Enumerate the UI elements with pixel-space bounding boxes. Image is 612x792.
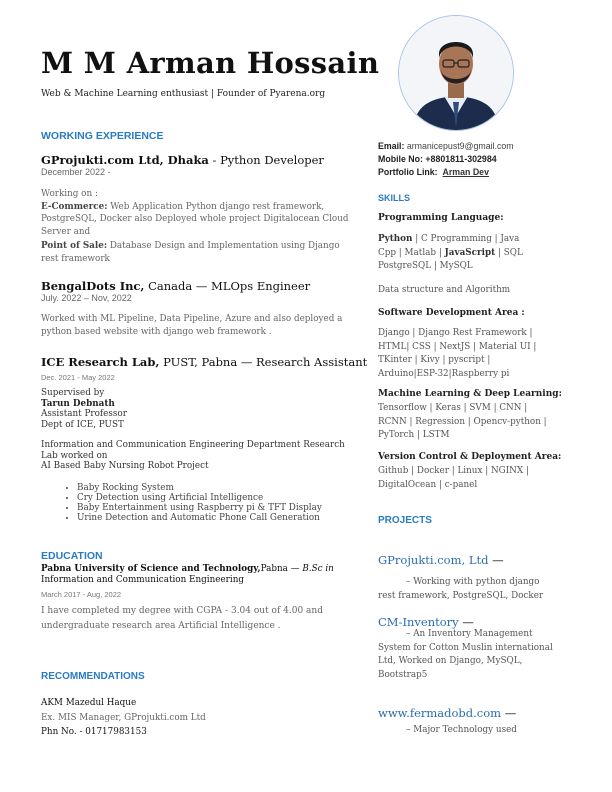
list-item: • Urine Detection and Automatic Phone Call Generation bbox=[77, 513, 397, 523]
job-desc-1: Working on : E-Commerce: Web Application Python django rest framework, PostgreSQL, Docker also Deployed whole project Digitalocean Cloud Server and Point of Sale: Database Design and Implementation using Django rest framework bbox=[41, 189, 349, 264]
project-title-3: www.fermadobd.com — bbox=[378, 706, 517, 720]
project-desc-2: – An Inventory Management System for Cotton Muslin international Ltd, Worked on Django, MySQL, Bootstrap5 bbox=[378, 629, 553, 680]
project-link-2[interactable]: CM-Inventory bbox=[378, 615, 459, 629]
section-title-skills: SKILLS bbox=[378, 193, 411, 203]
job-date-3: Dec. 2021 - May 2022 bbox=[41, 373, 115, 382]
education-school: Pabna University of Science and Technology,Pabna — B.Sc in Information and Communication Engineering bbox=[41, 564, 334, 585]
skills-ml-title: Machine Learning & Deep Learning: bbox=[378, 389, 562, 399]
email-link[interactable]: armanicepust9@gmail.com bbox=[406, 141, 514, 151]
skills-software-title: Software Development Area : bbox=[378, 308, 525, 318]
project-desc-3: – Major Technology used bbox=[406, 725, 517, 735]
skills-ml: Tensorflow | Keras | SVM | CNN | RCNN | Regression | Opencv-python | PyTorch | LSTM bbox=[378, 403, 547, 440]
section-title-education: EDUCATION bbox=[41, 550, 103, 562]
project-link-1[interactable]: GProjukti.com, Ltd bbox=[378, 553, 489, 567]
skills-vc: Github | Docker | Linux | NGINX | DigitalOcean | c-panel bbox=[378, 466, 529, 490]
recommender-position: Ex. MIS Manager, GProjukti.com Ltd bbox=[41, 712, 206, 723]
section-title-experience: WORKING EXPERIENCE bbox=[41, 130, 164, 142]
portfolio-link[interactable]: Arman Dev bbox=[442, 167, 489, 177]
project-title-2: CM-Inventory — bbox=[378, 615, 474, 629]
portfolio-line: Portfolio Link: Arman Dev bbox=[378, 167, 489, 177]
research-bullets bbox=[41, 483, 397, 523]
section-title-recommendations: RECOMMENDATIONS bbox=[41, 671, 145, 682]
mobile-line: Mobile No: +8801811-302984 bbox=[378, 154, 497, 164]
profile-photo bbox=[398, 15, 514, 131]
list-item: • Baby Entertainment using Raspberry pi & TFT Display bbox=[77, 503, 397, 513]
skills-programming-title: Programming Language: bbox=[378, 213, 504, 223]
recommendation-block bbox=[41, 696, 341, 740]
recommender-name: AKM Mazedul Haque bbox=[41, 698, 137, 708]
job-title-2: BengalDots Inc, Canada — MLOps Engineer bbox=[41, 279, 311, 293]
person-portrait-icon bbox=[399, 16, 513, 130]
section-title-projects: PROJECTS bbox=[378, 515, 432, 526]
resume-name: M M Arman Hossain bbox=[41, 46, 380, 80]
job-title-1: GProjukti.com Ltd, Dhaka - Python Developer bbox=[41, 153, 324, 167]
skills-vc-title: Version Control & Deployment Area: bbox=[378, 452, 562, 462]
research-desc: Information and Communication Engineering Department Research Lab worked on AI Based Baby Nursing Robot Project bbox=[41, 440, 345, 471]
job-date-2: July. 2022 – Nov, 2022 bbox=[41, 293, 132, 303]
education-desc: I have completed my degree with CGPA - 3.04 out of 4.00 and undergraduate research area Artificial Intelligence . bbox=[41, 606, 323, 631]
job-title-3: ICE Research Lab, PUST, Pabna — Research Assistant bbox=[41, 355, 368, 369]
education-date: March 2017 - Aug, 2022 bbox=[41, 590, 122, 599]
list-item: • Cry Detection using Artificial Intelligence bbox=[77, 493, 397, 503]
skills-software: Django | Django Rest Framework | HTML| CSS | NextJS | Material UI | TKinter | Kivy | pyscript | Arduino|ESP-32|Raspberry pi bbox=[378, 328, 537, 379]
list-item: • Baby Rocking System bbox=[77, 483, 397, 493]
skills-programming: Python | C Programming | Java Cpp | Matlab | JavaScript | SQL PostgreSQL | MySQL bbox=[378, 234, 523, 271]
skills-dsa: Data structure and Algorithm bbox=[378, 285, 511, 295]
job-desc-2: Worked with ML Pipeline, Data Pipeline, Azure and also deployed a python based website with django web framework . bbox=[41, 314, 343, 337]
project-title-1: GProjukti.com, Ltd — bbox=[378, 553, 504, 567]
tagline: Web & Machine Learning enthusiast | Founder of Pyarena.org bbox=[41, 89, 326, 99]
project-desc-1: – Working with python django rest framework, PostgreSQL, Docker bbox=[378, 577, 544, 601]
email-line: Email: armanicepust9@gmail.com bbox=[378, 141, 514, 151]
recommender-phone: Phn No. - 01717983153 bbox=[41, 727, 147, 737]
contact-block bbox=[378, 140, 514, 179]
supervisor-block: Supervised by Tarun Debnath Assistant Professor Dept of ICE, PUST bbox=[41, 388, 127, 430]
mobile-number: +8801811-302984 bbox=[425, 154, 497, 164]
project-link-3[interactable]: www.fermadobd.com bbox=[378, 706, 502, 720]
job-date-1: December 2022 - bbox=[41, 167, 111, 177]
